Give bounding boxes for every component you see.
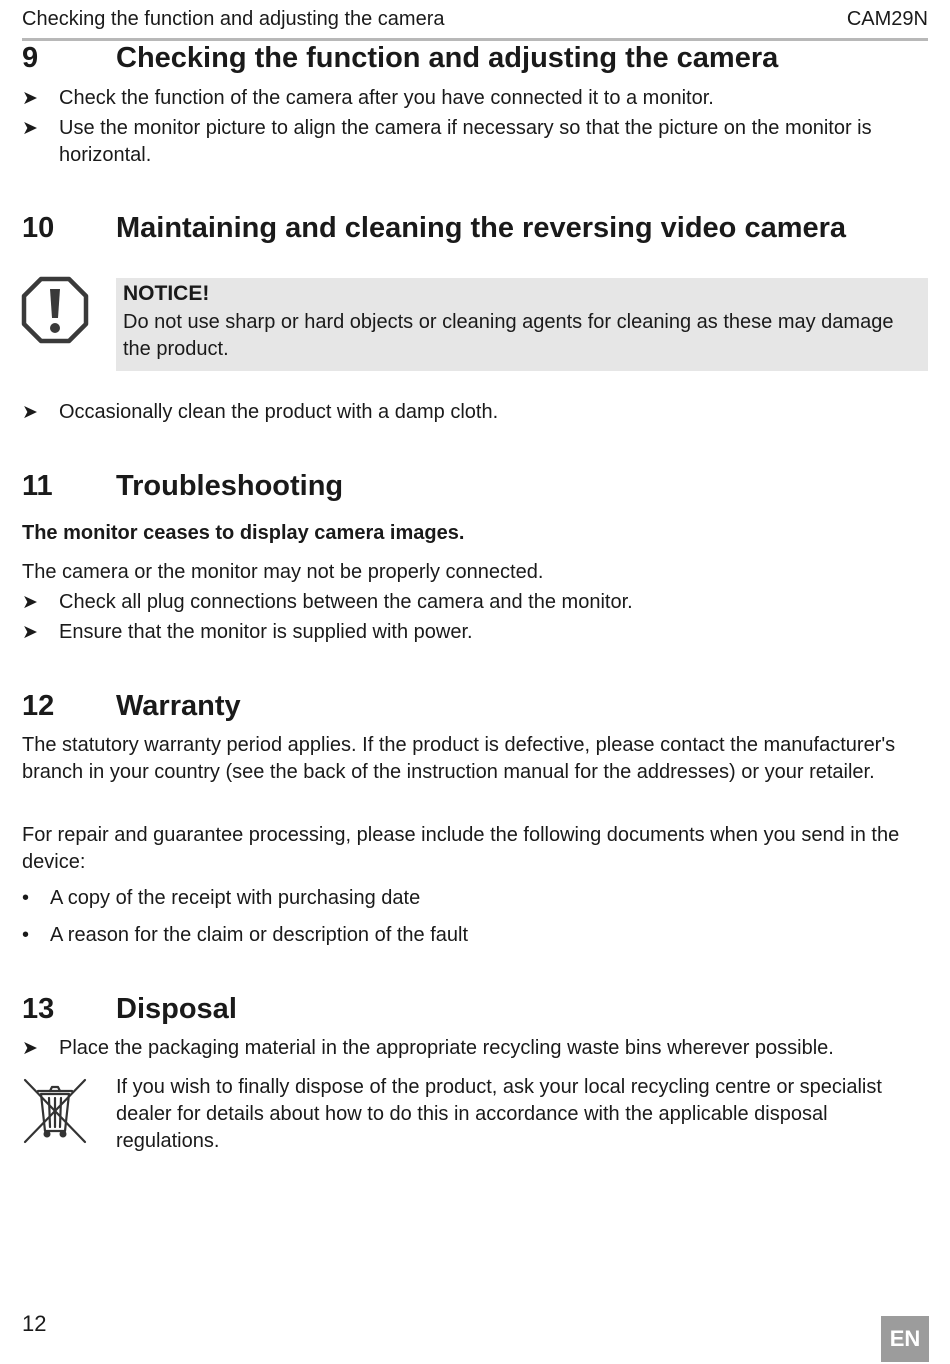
step-text: Use the monitor picture to align the camera if necessary so that the picture on the monitor is horizontal. [59, 117, 872, 166]
section-title: Disposal [116, 993, 237, 1025]
page-header [22, 6, 928, 41]
notice-title: NOTICE! [123, 282, 210, 305]
step-text: Check all plug connections between the camera and the monitor. [59, 591, 633, 613]
exclamation-octagon-icon [21, 276, 89, 344]
crossed-out-wheelie-bin-icon [22, 1077, 88, 1145]
step-text: Place the packaging material in the appropriate recycling waste bins wherever possible. [59, 1037, 834, 1059]
bullet-icon: • [22, 924, 30, 946]
documents-paragraph: For repair and guarantee processing, please include the following documents when you send in the device: [22, 824, 900, 873]
disposal-text: If you wish to finally dispose of the product, ask your local recycling centre or specialist dealer for details about how to do this in accordance with the applicable disposal regulations. [116, 1076, 882, 1152]
language-badge: EN [881, 1316, 929, 1362]
notice-box [116, 278, 928, 371]
bullet-icon: • [22, 887, 30, 909]
arrow-icon: ➤ [22, 402, 38, 423]
step-text: Ensure that the monitor is supplied with power. [59, 621, 473, 643]
arrow-icon: ➤ [22, 622, 38, 643]
header-model-name: CAM29N [846, 8, 928, 30]
section-number: 13 [22, 993, 55, 1025]
section-title: Checking the function and adjusting the camera [116, 42, 779, 74]
list-item-text: A copy of the receipt with purchasing date [50, 887, 421, 909]
page-number: 12 [22, 1311, 47, 1336]
section-number: 10 [22, 212, 55, 244]
step-text: Check the function of the camera after you have connected it to a monitor. [59, 87, 714, 109]
list-item-text: A reason for the claim or description of the fault [50, 924, 468, 946]
arrow-icon: ➤ [22, 1038, 38, 1059]
section-title: Troubleshooting [116, 470, 344, 502]
section-number: 9 [22, 42, 39, 74]
arrow-icon: ➤ [22, 118, 38, 139]
cause-text: The camera or the monitor may not be properly connected. [22, 561, 544, 583]
step-text: Occasionally clean the product with a damp cloth. [59, 401, 499, 423]
section-number: 11 [22, 470, 53, 502]
warranty-paragraph: The statutory warranty period applies. If the product is defective, please contact the manufacturer's branch in your country (see the back of the instruction manual for the addresses) or your retailer. [22, 734, 896, 783]
section-title: Maintaining and cleaning the reversing video camera [116, 212, 847, 244]
header-section-title: Checking the function and adjusting the camera [22, 8, 445, 30]
arrow-icon: ➤ [22, 592, 38, 613]
arrow-icon: ➤ [22, 88, 38, 109]
notice-text: Do not use sharp or hard objects or cleaning agents for cleaning as these may damage the product. [123, 311, 894, 360]
section-title: Warranty [116, 690, 241, 722]
problem-heading: The monitor ceases to display camera images. [22, 522, 465, 544]
section-number: 12 [22, 690, 55, 722]
